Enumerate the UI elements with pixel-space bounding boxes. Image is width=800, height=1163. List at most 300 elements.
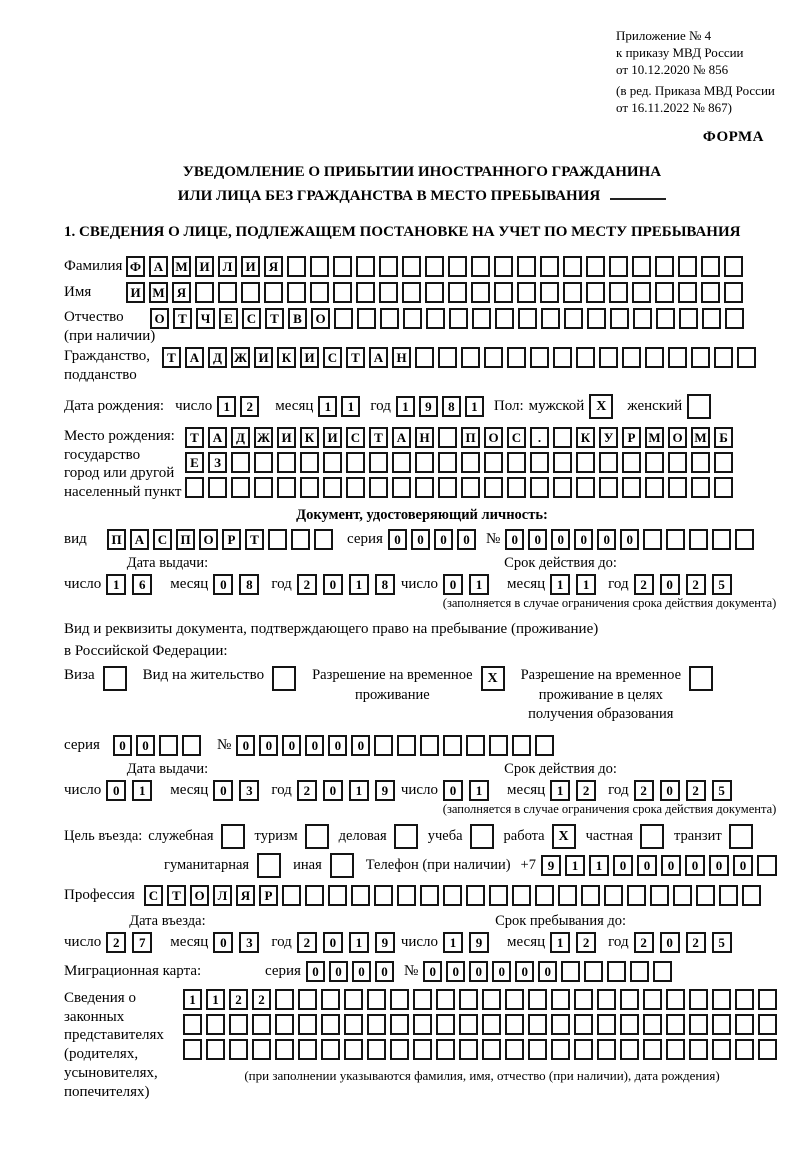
char-cell[interactable] <box>530 347 549 368</box>
char-cell[interactable] <box>714 477 733 498</box>
representatives-input-line1[interactable] <box>183 989 781 1010</box>
char-cell[interactable] <box>574 1014 593 1035</box>
char-cell[interactable] <box>689 1014 708 1035</box>
char-cell[interactable]: 0 <box>352 961 371 982</box>
visa-checkbox[interactable] <box>103 666 127 691</box>
char-cell[interactable] <box>673 885 692 906</box>
char-cell[interactable]: 0 <box>323 932 343 953</box>
char-cell[interactable]: 2 <box>297 780 317 801</box>
char-cell[interactable]: 1 <box>469 780 489 801</box>
char-cell[interactable]: К <box>277 347 296 368</box>
char-cell[interactable] <box>379 282 398 303</box>
char-cell[interactable] <box>666 1039 685 1060</box>
char-cell[interactable] <box>540 256 559 277</box>
sex-male-checkbox[interactable]: X <box>589 394 613 419</box>
char-cell[interactable] <box>599 452 618 473</box>
char-cell[interactable] <box>344 1039 363 1060</box>
entry-month-input[interactable] <box>213 932 265 953</box>
char-cell[interactable]: Е <box>185 452 204 473</box>
purpose-work-checkbox[interactable]: X <box>552 824 576 849</box>
char-cell[interactable]: 0 <box>538 961 557 982</box>
char-cell[interactable] <box>489 735 508 756</box>
expiry-month-input[interactable] <box>550 574 602 595</box>
char-cell[interactable]: 9 <box>419 396 438 417</box>
char-cell[interactable]: 9 <box>541 855 561 876</box>
char-cell[interactable]: 9 <box>469 932 489 953</box>
char-cell[interactable] <box>512 885 531 906</box>
char-cell[interactable]: Ж <box>254 427 273 448</box>
char-cell[interactable]: Р <box>222 529 241 550</box>
char-cell[interactable]: Р <box>259 885 278 906</box>
char-cell[interactable] <box>599 347 618 368</box>
char-cell[interactable] <box>518 308 537 329</box>
char-cell[interactable] <box>507 347 526 368</box>
citizenship-input[interactable] <box>162 347 760 368</box>
char-cell[interactable] <box>712 1014 731 1035</box>
char-cell[interactable]: 2 <box>686 780 706 801</box>
char-cell[interactable] <box>702 308 721 329</box>
char-cell[interactable]: 2 <box>634 932 654 953</box>
char-cell[interactable] <box>610 308 629 329</box>
temp-permit-checkbox[interactable]: X <box>481 666 505 691</box>
char-cell[interactable] <box>609 282 628 303</box>
char-cell[interactable] <box>495 308 514 329</box>
char-cell[interactable]: 1 <box>349 780 369 801</box>
char-cell[interactable] <box>323 477 342 498</box>
char-cell[interactable]: М <box>149 282 168 303</box>
char-cell[interactable] <box>678 256 697 277</box>
char-cell[interactable] <box>528 1039 547 1060</box>
char-cell[interactable]: 0 <box>528 529 547 550</box>
char-cell[interactable] <box>701 282 720 303</box>
sex-female-checkbox[interactable] <box>687 394 711 419</box>
char-cell[interactable] <box>367 1014 386 1035</box>
residence-expiry-month-input[interactable] <box>550 780 602 801</box>
char-cell[interactable] <box>241 282 260 303</box>
char-cell[interactable]: 0 <box>423 961 442 982</box>
char-cell[interactable]: 0 <box>446 961 465 982</box>
char-cell[interactable] <box>159 735 178 756</box>
char-cell[interactable] <box>356 256 375 277</box>
char-cell[interactable] <box>586 256 605 277</box>
char-cell[interactable] <box>397 735 416 756</box>
char-cell[interactable] <box>333 282 352 303</box>
char-cell[interactable] <box>553 427 572 448</box>
char-cell[interactable] <box>630 961 649 982</box>
residence-expiry-day-input[interactable] <box>443 780 495 801</box>
char-cell[interactable] <box>689 1039 708 1060</box>
char-cell[interactable] <box>643 1014 662 1035</box>
char-cell[interactable] <box>505 989 524 1010</box>
char-cell[interactable]: И <box>277 427 296 448</box>
char-cell[interactable] <box>632 282 651 303</box>
char-cell[interactable]: 0 <box>388 529 407 550</box>
char-cell[interactable] <box>254 477 273 498</box>
char-cell[interactable] <box>436 1039 455 1060</box>
char-cell[interactable]: 2 <box>252 989 271 1010</box>
char-cell[interactable] <box>471 256 490 277</box>
char-cell[interactable] <box>185 477 204 498</box>
char-cell[interactable] <box>415 452 434 473</box>
char-cell[interactable]: Л <box>213 885 232 906</box>
char-cell[interactable] <box>551 989 570 1010</box>
char-cell[interactable] <box>466 885 485 906</box>
char-cell[interactable]: 5 <box>712 780 732 801</box>
char-cell[interactable] <box>742 885 761 906</box>
char-cell[interactable] <box>264 282 283 303</box>
char-cell[interactable] <box>507 477 526 498</box>
char-cell[interactable]: 0 <box>709 855 729 876</box>
char-cell[interactable] <box>725 308 744 329</box>
char-cell[interactable]: 2 <box>634 780 654 801</box>
char-cell[interactable] <box>712 529 731 550</box>
char-cell[interactable] <box>367 989 386 1010</box>
char-cell[interactable] <box>574 1039 593 1060</box>
char-cell[interactable]: Ж <box>231 347 250 368</box>
char-cell[interactable] <box>564 308 583 329</box>
char-cell[interactable] <box>448 282 467 303</box>
char-cell[interactable]: 0 <box>411 529 430 550</box>
char-cell[interactable] <box>494 282 513 303</box>
char-cell[interactable]: 0 <box>457 529 476 550</box>
char-cell[interactable]: 0 <box>469 961 488 982</box>
char-cell[interactable]: 1 <box>589 855 609 876</box>
char-cell[interactable] <box>620 1014 639 1035</box>
char-cell[interactable] <box>390 1039 409 1060</box>
char-cell[interactable] <box>305 885 324 906</box>
char-cell[interactable]: Я <box>264 256 283 277</box>
char-cell[interactable]: Л <box>218 256 237 277</box>
char-cell[interactable]: 6 <box>132 574 152 595</box>
char-cell[interactable] <box>436 1014 455 1035</box>
char-cell[interactable] <box>622 452 641 473</box>
char-cell[interactable] <box>403 308 422 329</box>
char-cell[interactable]: 0 <box>574 529 593 550</box>
char-cell[interactable]: К <box>300 427 319 448</box>
char-cell[interactable]: 0 <box>492 961 511 982</box>
char-cell[interactable] <box>484 477 503 498</box>
char-cell[interactable] <box>392 477 411 498</box>
char-cell[interactable]: 1 <box>469 574 489 595</box>
char-cell[interactable]: 2 <box>106 932 126 953</box>
char-cell[interactable] <box>482 989 501 1010</box>
char-cell[interactable]: 0 <box>106 780 126 801</box>
char-cell[interactable]: 0 <box>259 735 278 756</box>
char-cell[interactable]: А <box>392 427 411 448</box>
char-cell[interactable] <box>466 735 485 756</box>
char-cell[interactable] <box>517 256 536 277</box>
char-cell[interactable] <box>484 452 503 473</box>
char-cell[interactable] <box>719 885 738 906</box>
char-cell[interactable] <box>574 989 593 1010</box>
migration-number-input[interactable] <box>423 961 676 982</box>
char-cell[interactable] <box>530 477 549 498</box>
char-cell[interactable] <box>392 452 411 473</box>
char-cell[interactable] <box>471 282 490 303</box>
char-cell[interactable]: И <box>126 282 145 303</box>
char-cell[interactable]: Ч <box>196 308 215 329</box>
char-cell[interactable] <box>620 989 639 1010</box>
char-cell[interactable] <box>597 989 616 1010</box>
char-cell[interactable] <box>558 885 577 906</box>
char-cell[interactable] <box>551 1014 570 1035</box>
residence-issue-day-input[interactable] <box>106 780 158 801</box>
char-cell[interactable] <box>346 477 365 498</box>
char-cell[interactable]: 0 <box>443 574 463 595</box>
char-cell[interactable]: 0 <box>620 529 639 550</box>
char-cell[interactable] <box>357 308 376 329</box>
char-cell[interactable] <box>645 347 664 368</box>
char-cell[interactable] <box>561 961 580 982</box>
char-cell[interactable] <box>553 347 572 368</box>
char-cell[interactable]: 0 <box>306 961 325 982</box>
char-cell[interactable] <box>724 256 743 277</box>
birth-place-input-line1[interactable] <box>185 427 737 448</box>
char-cell[interactable]: А <box>130 529 149 550</box>
char-cell[interactable] <box>668 452 687 473</box>
char-cell[interactable]: 0 <box>375 961 394 982</box>
char-cell[interactable] <box>321 1039 340 1060</box>
char-cell[interactable]: 0 <box>660 932 680 953</box>
char-cell[interactable] <box>413 1014 432 1035</box>
char-cell[interactable] <box>757 855 777 876</box>
char-cell[interactable] <box>609 256 628 277</box>
char-cell[interactable]: 1 <box>183 989 202 1010</box>
char-cell[interactable] <box>254 452 273 473</box>
char-cell[interactable]: 0 <box>613 855 633 876</box>
char-cell[interactable] <box>691 347 710 368</box>
char-cell[interactable]: 9 <box>375 932 395 953</box>
char-cell[interactable] <box>517 282 536 303</box>
char-cell[interactable] <box>633 308 652 329</box>
char-cell[interactable] <box>438 452 457 473</box>
char-cell[interactable]: 0 <box>637 855 657 876</box>
char-cell[interactable] <box>298 1014 317 1035</box>
char-cell[interactable] <box>344 1014 363 1035</box>
char-cell[interactable]: И <box>254 347 273 368</box>
char-cell[interactable] <box>229 1039 248 1060</box>
char-cell[interactable] <box>268 529 287 550</box>
char-cell[interactable]: 2 <box>229 989 248 1010</box>
char-cell[interactable] <box>535 885 554 906</box>
char-cell[interactable] <box>735 989 754 1010</box>
char-cell[interactable] <box>576 347 595 368</box>
stay-month-input[interactable] <box>550 932 602 953</box>
char-cell[interactable] <box>218 282 237 303</box>
char-cell[interactable] <box>420 735 439 756</box>
char-cell[interactable]: 2 <box>576 932 596 953</box>
purpose-study-checkbox[interactable] <box>470 824 494 849</box>
char-cell[interactable] <box>300 452 319 473</box>
char-cell[interactable] <box>604 885 623 906</box>
char-cell[interactable] <box>528 989 547 1010</box>
char-cell[interactable] <box>530 452 549 473</box>
char-cell[interactable] <box>576 452 595 473</box>
purpose-humanitarian-checkbox[interactable] <box>257 853 281 878</box>
char-cell[interactable] <box>231 452 250 473</box>
char-cell[interactable] <box>607 961 626 982</box>
char-cell[interactable] <box>367 1039 386 1060</box>
char-cell[interactable]: Т <box>369 427 388 448</box>
char-cell[interactable]: 0 <box>733 855 753 876</box>
char-cell[interactable] <box>655 256 674 277</box>
char-cell[interactable] <box>758 1014 777 1035</box>
char-cell[interactable] <box>275 989 294 1010</box>
birth-day-input[interactable] <box>217 396 263 417</box>
char-cell[interactable]: Р <box>622 427 641 448</box>
purpose-other-checkbox[interactable] <box>330 853 354 878</box>
residence-series-input[interactable] <box>113 735 205 756</box>
char-cell[interactable] <box>666 529 685 550</box>
char-cell[interactable] <box>425 256 444 277</box>
char-cell[interactable]: З <box>208 452 227 473</box>
char-cell[interactable]: А <box>369 347 388 368</box>
char-cell[interactable] <box>584 961 603 982</box>
char-cell[interactable]: 1 <box>206 989 225 1010</box>
char-cell[interactable] <box>443 735 462 756</box>
char-cell[interactable] <box>541 308 560 329</box>
char-cell[interactable]: 1 <box>349 574 369 595</box>
char-cell[interactable] <box>758 989 777 1010</box>
purpose-private-checkbox[interactable] <box>640 824 664 849</box>
char-cell[interactable] <box>461 452 480 473</box>
char-cell[interactable]: 0 <box>443 780 463 801</box>
char-cell[interactable]: В <box>288 308 307 329</box>
residence-permit-checkbox[interactable] <box>272 666 296 691</box>
char-cell[interactable] <box>482 1039 501 1060</box>
char-cell[interactable] <box>689 529 708 550</box>
char-cell[interactable]: Е <box>219 308 238 329</box>
char-cell[interactable] <box>586 282 605 303</box>
surname-input[interactable] <box>126 256 747 277</box>
char-cell[interactable] <box>696 885 715 906</box>
char-cell[interactable]: 5 <box>712 574 732 595</box>
char-cell[interactable] <box>183 1014 202 1035</box>
char-cell[interactable] <box>489 885 508 906</box>
char-cell[interactable]: 5 <box>712 932 732 953</box>
char-cell[interactable]: Ф <box>126 256 145 277</box>
char-cell[interactable] <box>459 989 478 1010</box>
char-cell[interactable] <box>622 347 641 368</box>
char-cell[interactable]: 0 <box>351 735 370 756</box>
char-cell[interactable]: П <box>176 529 195 550</box>
char-cell[interactable] <box>735 529 754 550</box>
char-cell[interactable] <box>413 1039 432 1060</box>
char-cell[interactable]: 0 <box>515 961 534 982</box>
doc-number-input[interactable] <box>505 529 758 550</box>
char-cell[interactable]: 0 <box>597 529 616 550</box>
char-cell[interactable] <box>701 256 720 277</box>
char-cell[interactable] <box>553 477 572 498</box>
char-cell[interactable] <box>643 989 662 1010</box>
char-cell[interactable]: П <box>107 529 126 550</box>
char-cell[interactable] <box>666 989 685 1010</box>
char-cell[interactable] <box>735 1014 754 1035</box>
char-cell[interactable]: 3 <box>239 780 259 801</box>
char-cell[interactable] <box>482 1014 501 1035</box>
char-cell[interactable]: 3 <box>239 932 259 953</box>
char-cell[interactable]: С <box>242 308 261 329</box>
char-cell[interactable] <box>689 989 708 1010</box>
char-cell[interactable]: 0 <box>505 529 524 550</box>
char-cell[interactable] <box>576 477 595 498</box>
char-cell[interactable]: 2 <box>576 780 596 801</box>
char-cell[interactable]: О <box>190 885 209 906</box>
char-cell[interactable] <box>379 256 398 277</box>
residence-issue-year-input[interactable] <box>297 780 401 801</box>
char-cell[interactable]: 2 <box>297 574 317 595</box>
char-cell[interactable]: 0 <box>305 735 324 756</box>
char-cell[interactable]: М <box>691 427 710 448</box>
char-cell[interactable]: Н <box>392 347 411 368</box>
char-cell[interactable] <box>714 452 733 473</box>
char-cell[interactable] <box>645 477 664 498</box>
char-cell[interactable] <box>666 1014 685 1035</box>
char-cell[interactable]: 0 <box>328 735 347 756</box>
char-cell[interactable]: 0 <box>685 855 705 876</box>
char-cell[interactable] <box>183 1039 202 1060</box>
char-cell[interactable] <box>182 735 201 756</box>
char-cell[interactable] <box>735 1039 754 1060</box>
entry-year-input[interactable] <box>297 932 401 953</box>
char-cell[interactable] <box>563 282 582 303</box>
representatives-input-line3[interactable] <box>183 1039 781 1060</box>
char-cell[interactable] <box>206 1014 225 1035</box>
char-cell[interactable] <box>436 989 455 1010</box>
residence-issue-month-input[interactable] <box>213 780 265 801</box>
char-cell[interactable] <box>691 452 710 473</box>
char-cell[interactable] <box>551 1039 570 1060</box>
phone-input[interactable] <box>541 855 781 876</box>
char-cell[interactable] <box>679 308 698 329</box>
residence-number-input[interactable] <box>236 735 558 756</box>
char-cell[interactable] <box>655 282 674 303</box>
char-cell[interactable] <box>627 885 646 906</box>
char-cell[interactable]: 1 <box>106 574 126 595</box>
char-cell[interactable]: Б <box>714 427 733 448</box>
char-cell[interactable] <box>402 256 421 277</box>
issue-year-input[interactable] <box>297 574 401 595</box>
char-cell[interactable] <box>714 347 733 368</box>
char-cell[interactable]: 0 <box>323 780 343 801</box>
char-cell[interactable] <box>275 1039 294 1060</box>
char-cell[interactable]: Д <box>208 347 227 368</box>
char-cell[interactable] <box>415 477 434 498</box>
char-cell[interactable]: 1 <box>132 780 152 801</box>
edu-permit-checkbox[interactable] <box>689 666 713 691</box>
char-cell[interactable] <box>668 347 687 368</box>
char-cell[interactable] <box>656 308 675 329</box>
char-cell[interactable] <box>650 885 669 906</box>
char-cell[interactable]: Т <box>162 347 181 368</box>
char-cell[interactable] <box>374 735 393 756</box>
birth-place-input-line2[interactable] <box>185 452 737 473</box>
char-cell[interactable]: Д <box>231 427 250 448</box>
char-cell[interactable]: А <box>185 347 204 368</box>
char-cell[interactable]: 0 <box>434 529 453 550</box>
char-cell[interactable] <box>321 989 340 1010</box>
char-cell[interactable]: Я <box>172 282 191 303</box>
char-cell[interactable] <box>461 477 480 498</box>
char-cell[interactable] <box>443 885 462 906</box>
char-cell[interactable] <box>334 308 353 329</box>
char-cell[interactable] <box>300 477 319 498</box>
char-cell[interactable]: 2 <box>686 932 706 953</box>
expiry-day-input[interactable] <box>443 574 495 595</box>
stay-day-input[interactable] <box>443 932 495 953</box>
char-cell[interactable] <box>712 1039 731 1060</box>
char-cell[interactable] <box>425 282 444 303</box>
